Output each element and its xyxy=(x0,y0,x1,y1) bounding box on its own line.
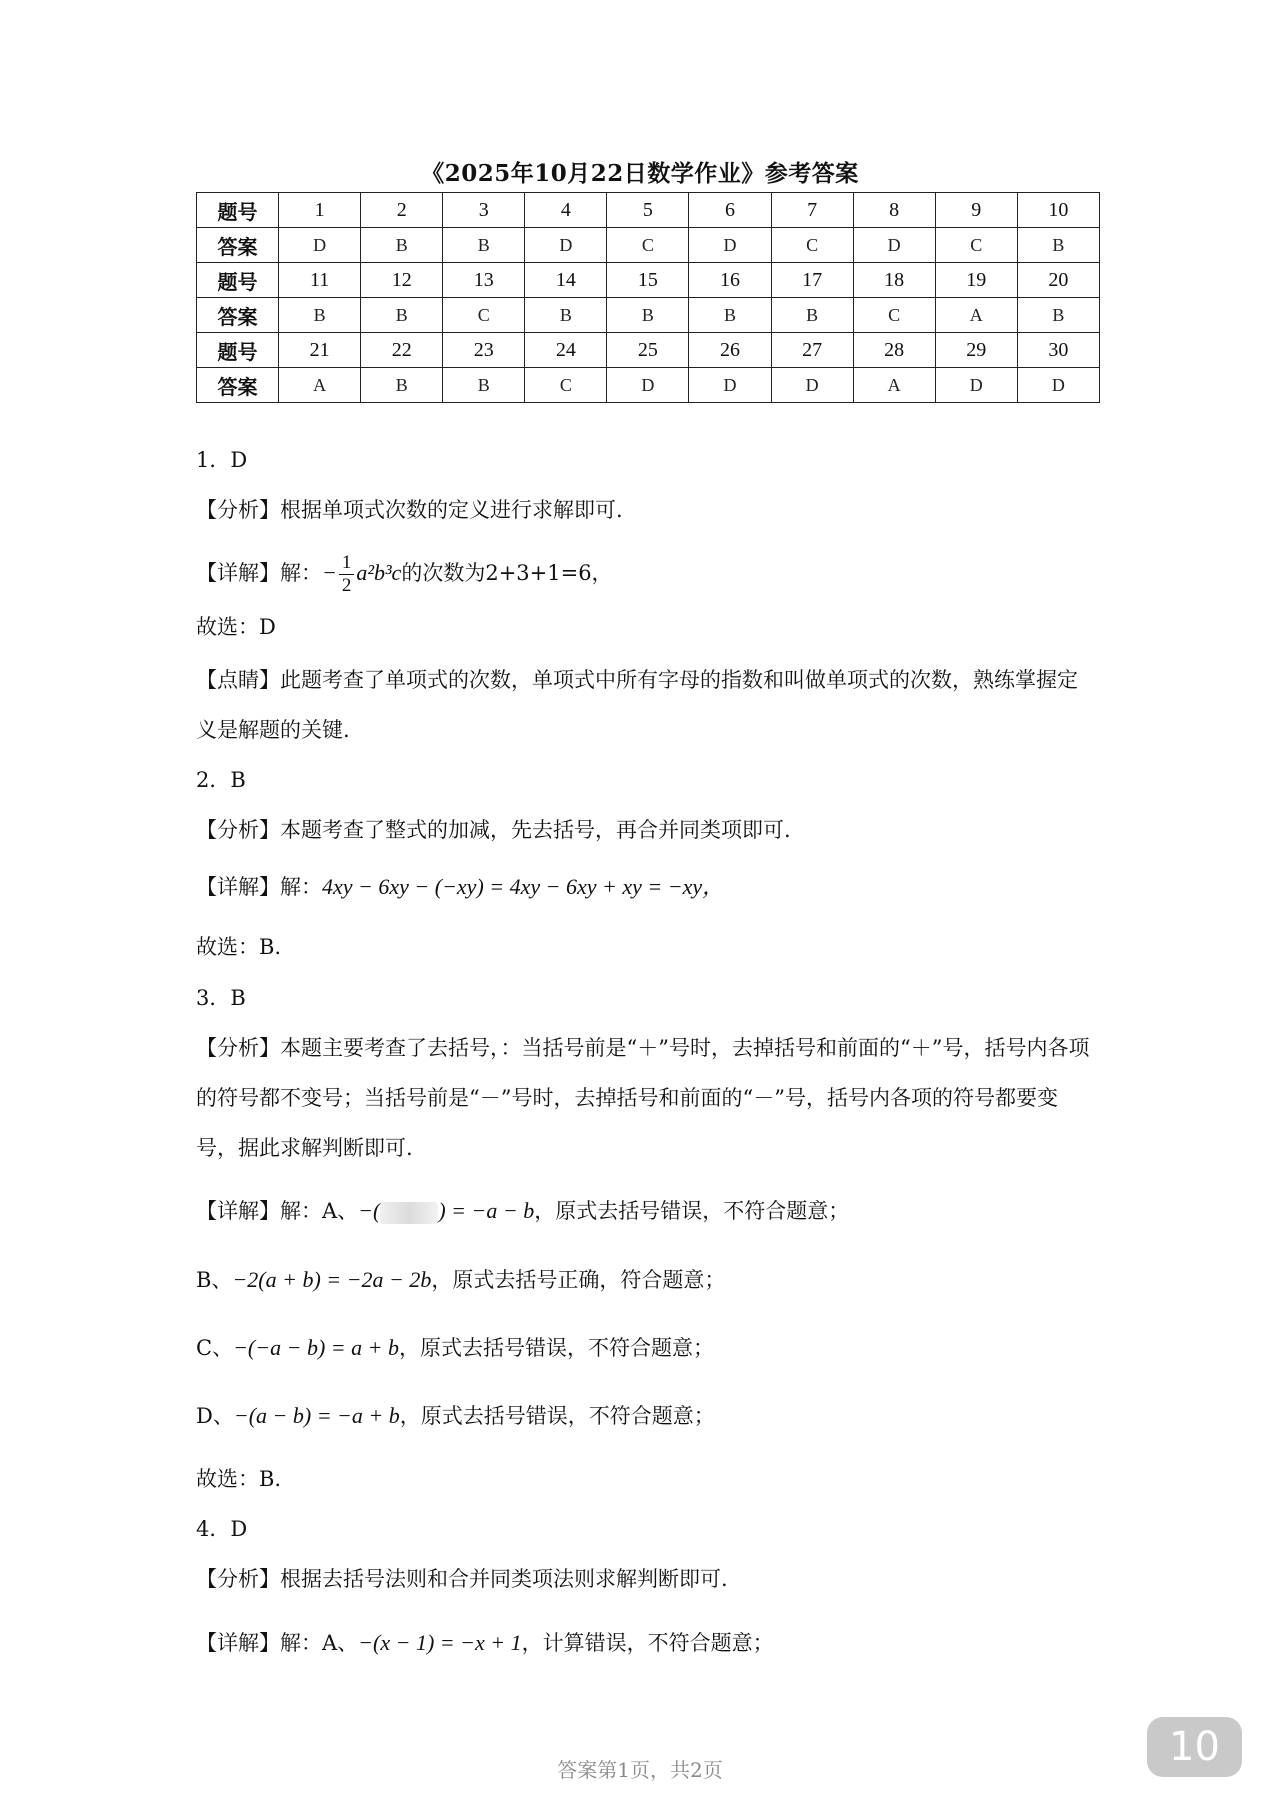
answer-cell: B xyxy=(361,368,443,403)
q4-detail-prefix: 【详解】解：A、 xyxy=(196,1631,359,1655)
q3-detail-prefix: 【详解】解：A、 xyxy=(196,1199,359,1223)
question-number-cell: 13 xyxy=(443,263,525,298)
answer-cell: D xyxy=(525,228,607,263)
q3-detail-b xyxy=(196,1265,725,1295)
q1-analysis: 【分析】根据单项式次数的定义进行求解即可. xyxy=(196,498,623,522)
row-label-number: 题号 xyxy=(197,193,279,228)
question-number-cell: 26 xyxy=(689,333,771,368)
row-label-answer: 答案 xyxy=(197,298,279,333)
q3-b-expr: −2(a + b) = −2a − 2b xyxy=(232,1267,432,1292)
answer-cell: B xyxy=(1017,228,1099,263)
page-footer: 答案第1页，共2页 xyxy=(557,1758,723,1782)
table-row xyxy=(197,228,1100,263)
question-number-cell: 22 xyxy=(361,333,443,368)
answer-cell: D xyxy=(1017,368,1099,403)
question-number-cell: 6 xyxy=(689,193,771,228)
answer-cell: D xyxy=(771,368,853,403)
q1-detail-suffix: 的次数为2+3+1=6， xyxy=(401,561,613,585)
row-label-answer: 答案 xyxy=(197,228,279,263)
q3-b-text: ，原式去括号正确，符合题意； xyxy=(431,1268,726,1292)
q2-detail-expr: 4xy − 6xy − (−xy) = 4xy − 6xy + xy = −xy， xyxy=(322,874,725,899)
q3-heading: 3．B xyxy=(196,986,246,1010)
question-number-cell: 2 xyxy=(361,193,443,228)
q4-a-text: ，计算错误，不符合题意； xyxy=(521,1631,774,1655)
table-row xyxy=(197,298,1100,333)
page-number-badge[interactable]: 10 xyxy=(1147,1717,1242,1777)
q3-a-expr-start: −( xyxy=(358,1198,381,1223)
answer-cell: A xyxy=(853,368,935,403)
answer-cell: C xyxy=(935,228,1017,263)
question-number-cell: 11 xyxy=(279,263,361,298)
answer-cell: A xyxy=(935,298,1017,333)
table-row xyxy=(197,368,1100,403)
answer-cell: C xyxy=(771,228,853,263)
question-number-cell: 24 xyxy=(525,333,607,368)
answer-cell: A xyxy=(279,368,361,403)
q3-b-label: B、 xyxy=(196,1268,233,1292)
q1-choice: 故选：D xyxy=(196,615,276,639)
question-number-cell: 20 xyxy=(1017,263,1099,298)
table-row xyxy=(197,193,1100,228)
question-number-cell: 3 xyxy=(443,193,525,228)
q2-choice: 故选：B. xyxy=(196,935,282,959)
question-number-cell: 30 xyxy=(1017,333,1099,368)
question-number-cell: 19 xyxy=(935,263,1017,298)
q3-detail-d xyxy=(196,1401,715,1431)
q1-heading: 1．D xyxy=(196,448,248,472)
answer-cell: B xyxy=(361,228,443,263)
question-number-cell: 23 xyxy=(443,333,525,368)
answer-cell: D xyxy=(689,368,771,403)
q1-detail: 【详解】解：− $\frac{1}{2}$ a²b³c的次数为2+3+1=6， xyxy=(196,552,613,596)
q4-a-expr: −(x − 1) = −x + 1 xyxy=(358,1630,522,1655)
question-number-cell: 28 xyxy=(853,333,935,368)
q3-d-text: ，原式去括号错误，不符合题意； xyxy=(399,1404,715,1428)
q3-c-text: ，原式去括号错误，不符合题意； xyxy=(398,1336,714,1360)
answer-cell: B xyxy=(689,298,771,333)
q4-analysis: 【分析】根据去括号法则和合并同类项法则求解判断即可. xyxy=(196,1567,728,1591)
answer-cell: B xyxy=(525,298,607,333)
question-number-cell: 10 xyxy=(1017,193,1099,228)
q3-c-label: C、 xyxy=(196,1336,234,1360)
question-number-cell: 9 xyxy=(935,193,1017,228)
question-number-cell: 16 xyxy=(689,263,771,298)
q3-detail-a xyxy=(196,1196,849,1226)
question-number-cell: 7 xyxy=(771,193,853,228)
question-number-cell: 8 xyxy=(853,193,935,228)
answer-table xyxy=(196,192,1100,403)
q3-analysis: 【分析】本题主要考查了去括号，：当括号前是“＋”号时，去掉括号和前面的“＋”号，括号内各项的符号都不变号；当括号前是“－”号时，去掉括号和前面的“－”号，括号内各项的符号都要变号，据此求解判断即可. xyxy=(196,1036,1090,1160)
answer-cell: B xyxy=(361,298,443,333)
question-number-cell: 12 xyxy=(361,263,443,298)
row-label-number: 题号 xyxy=(197,263,279,298)
question-number-cell: 5 xyxy=(607,193,689,228)
q1-detail-prefix: 【详解】解： xyxy=(196,561,322,585)
question-number-cell: 15 xyxy=(607,263,689,298)
q2-detail xyxy=(196,872,724,902)
q3-detail-c xyxy=(196,1333,714,1363)
answer-cell: C xyxy=(525,368,607,403)
q3-c-expr: −(−a − b) = a + b xyxy=(233,1335,399,1360)
question-number-cell: 27 xyxy=(771,333,853,368)
question-number-cell: 18 xyxy=(853,263,935,298)
q3-choice: 故选：B. xyxy=(196,1467,282,1491)
answer-cell: D xyxy=(607,368,689,403)
q2-detail-prefix: 【详解】解： xyxy=(196,875,322,899)
question-number-cell: 29 xyxy=(935,333,1017,368)
answer-cell: B xyxy=(443,228,525,263)
question-number-cell: 21 xyxy=(279,333,361,368)
answer-cell: D xyxy=(689,228,771,263)
answer-cell: D xyxy=(279,228,361,263)
answer-cell: B xyxy=(279,298,361,333)
table-row xyxy=(197,263,1100,298)
answer-cell: B xyxy=(607,298,689,333)
table-row xyxy=(197,333,1100,368)
answer-cell: B xyxy=(443,368,525,403)
answer-cell: D xyxy=(935,368,1017,403)
question-number-cell: 14 xyxy=(525,263,607,298)
row-label-number: 题号 xyxy=(197,333,279,368)
answer-cell: C xyxy=(853,298,935,333)
q3-a-expr-end: ) = −a − b xyxy=(438,1198,535,1223)
redacted-patch xyxy=(380,1202,438,1224)
q3-a-text: ，原式去括号错误，不符合题意； xyxy=(534,1199,850,1223)
q4-detail-a xyxy=(196,1628,774,1658)
question-number-cell: 25 xyxy=(607,333,689,368)
q4-heading: 4．D xyxy=(196,1517,248,1541)
q1-frac-den: 2 xyxy=(341,575,352,596)
answer-cell: B xyxy=(771,298,853,333)
q1-fraction xyxy=(339,552,355,597)
answer-cell: B xyxy=(1017,298,1099,333)
question-number-cell: 17 xyxy=(771,263,853,298)
q3-d-expr: −(a − b) = −a + b xyxy=(233,1403,400,1428)
q1-detail-expr: a²b³c xyxy=(356,560,402,585)
row-label-answer: 答案 xyxy=(197,368,279,403)
answer-cell: C xyxy=(607,228,689,263)
answer-cell: C xyxy=(443,298,525,333)
page-title: 《2025年10月22日数学作业》参考答案 xyxy=(421,160,859,187)
q1-comment: 【点睛】此题考查了单项式的次数，单项式中所有字母的指数和叫做单项式的次数，熟练掌握定义是解题的关键. xyxy=(196,668,1078,742)
q2-analysis: 【分析】本题考查了整式的加减，先去括号，再合并同类项即可. xyxy=(196,818,791,842)
answer-cell: D xyxy=(853,228,935,263)
q3-d-label: D、 xyxy=(196,1404,234,1428)
question-number-cell: 4 xyxy=(525,193,607,228)
q1-frac-num: 1 xyxy=(339,552,355,575)
q2-heading: 2．B xyxy=(196,768,246,792)
question-number-cell: 1 xyxy=(279,193,361,228)
